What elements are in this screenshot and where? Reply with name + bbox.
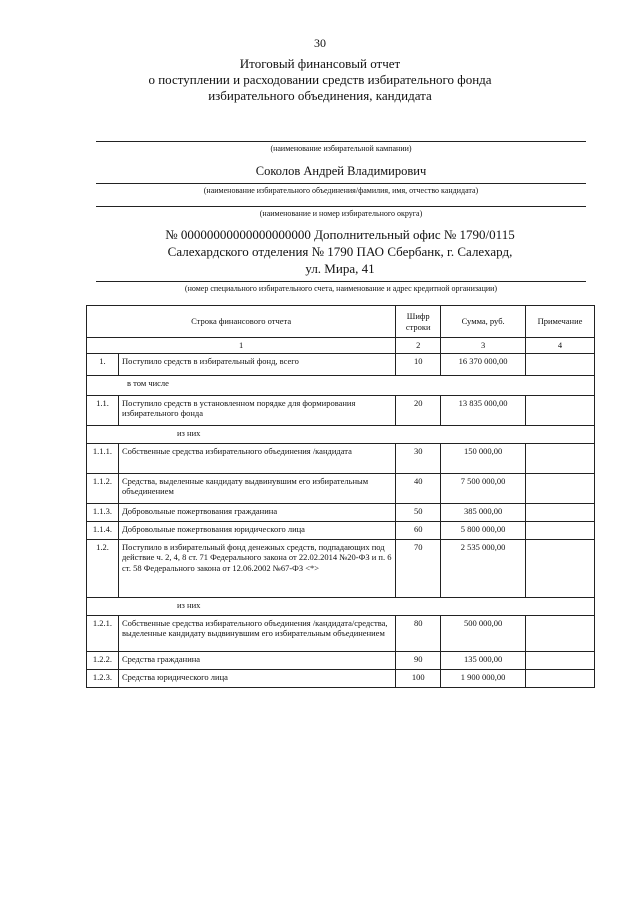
row-sum: 500 000,00 bbox=[441, 615, 526, 651]
table-subheading-row bbox=[87, 375, 595, 395]
row-code: 100 bbox=[396, 669, 441, 687]
row-note bbox=[526, 615, 595, 651]
row-note bbox=[526, 395, 595, 425]
row-label: Поступило в избирательный фонд денежных средств, подпадающих под действие ч. 2, 4, 8 ст. 71 Федерального закона от 22.02.2014 №20-ФЗ и п. 6 ст. 58 Федерального закона от 12.06.2002 №67-ФЗ <*> bbox=[118, 539, 395, 597]
table-row bbox=[87, 669, 595, 687]
row-sum: 16 370 000,00 bbox=[441, 353, 526, 375]
title-line-2: о поступлении и расходовании средств избирательного фонда bbox=[148, 72, 492, 87]
row-label: Средства юридического лица bbox=[118, 669, 395, 687]
table-row bbox=[87, 503, 595, 521]
row-label: Средства, выделенные кандидату выдвинувшим его избирательным объединением bbox=[118, 473, 395, 503]
table-subheading-row bbox=[87, 597, 595, 615]
table-row bbox=[87, 521, 595, 539]
table-row bbox=[87, 615, 595, 651]
row-code: 50 bbox=[396, 503, 441, 521]
row-code: 40 bbox=[396, 473, 441, 503]
row-code: 30 bbox=[396, 443, 441, 473]
account-caption: (номер специального избирательного счета, наименование и адрес кредитной организации) bbox=[184, 284, 498, 293]
account-line-1: № 00000000000000000000 Дополнительный офис № 1790/0115 bbox=[165, 227, 515, 242]
row-label: Поступило средств в установленном порядке для формирования избирательного фонда bbox=[118, 395, 395, 425]
header-note: Примечание bbox=[526, 306, 595, 338]
row-number: 1.2.2. bbox=[87, 651, 119, 669]
row-number: 1.1.3. bbox=[87, 503, 119, 521]
district-caption: (наименование и номер избирательного округа) bbox=[259, 209, 423, 218]
campaign-line bbox=[96, 141, 586, 142]
financial-report-table bbox=[86, 305, 595, 688]
account-line bbox=[96, 281, 586, 282]
row-label: Добровольные пожертвования гражданина bbox=[118, 503, 395, 521]
row-sum: 2 535 000,00 bbox=[441, 539, 526, 597]
candidate-caption: (наименование избирательного объединения/фамилия, имя, отчество кандидата) bbox=[203, 186, 479, 195]
row-note bbox=[526, 503, 595, 521]
row-sum: 1 900 000,00 bbox=[441, 669, 526, 687]
row-code: 60 bbox=[396, 521, 441, 539]
subheading-text: в том числе bbox=[87, 375, 595, 395]
title-line-3: избирательного объединения, кандидата bbox=[208, 88, 432, 103]
row-sum: 5 800 000,00 bbox=[441, 521, 526, 539]
column-numbers-row bbox=[87, 338, 595, 354]
table-row bbox=[87, 539, 595, 597]
row-label: Собственные средства избирательного объединения /кандидата/средства, выделенные кандидату выдвинувшим его избирательным объединением bbox=[118, 615, 395, 651]
table-subheading-row bbox=[87, 425, 595, 443]
col-number-4: 4 bbox=[526, 338, 595, 354]
row-number: 1. bbox=[87, 353, 119, 375]
header-code-line-2: строки bbox=[405, 321, 431, 332]
table-row bbox=[87, 395, 595, 425]
row-note bbox=[526, 651, 595, 669]
col-number-2: 2 bbox=[396, 338, 441, 354]
title-line-1: Итоговый финансовый отчет bbox=[239, 56, 401, 71]
row-number: 1.1. bbox=[87, 395, 119, 425]
row-number: 1.2.1. bbox=[87, 615, 119, 651]
row-note bbox=[526, 521, 595, 539]
page-number: 30 bbox=[314, 36, 326, 50]
row-sum: 385 000,00 bbox=[441, 503, 526, 521]
row-code: 70 bbox=[396, 539, 441, 597]
row-label: Добровольные пожертвования юридического лица bbox=[118, 521, 395, 539]
subheading-text: из них bbox=[87, 597, 595, 615]
row-note bbox=[526, 669, 595, 687]
campaign-caption: (наименование избирательной кампании) bbox=[270, 144, 412, 153]
row-code: 90 bbox=[396, 651, 441, 669]
row-label: Средства гражданина bbox=[118, 651, 395, 669]
candidate-name: Соколов Андрей Владимирович bbox=[255, 164, 427, 178]
row-sum: 135 000,00 bbox=[441, 651, 526, 669]
report-title bbox=[60, 56, 580, 104]
row-label: Поступило средств в избирательный фонд, всего bbox=[118, 353, 395, 375]
row-note bbox=[526, 473, 595, 503]
row-note bbox=[526, 443, 595, 473]
table-header-row bbox=[87, 306, 595, 338]
header-code bbox=[396, 306, 441, 338]
col-number-1: 1 bbox=[87, 338, 396, 354]
account-info bbox=[90, 226, 590, 277]
subheading-text: из них bbox=[87, 425, 595, 443]
table-row bbox=[87, 473, 595, 503]
row-number: 1.1.1. bbox=[87, 443, 119, 473]
district-line bbox=[96, 206, 586, 207]
row-code: 10 bbox=[396, 353, 441, 375]
account-line-2: Салехардского отделения № 1790 ПАО Сбербанк, г. Салехард, bbox=[167, 244, 513, 259]
row-number: 1.2. bbox=[87, 539, 119, 597]
row-number: 1.1.4. bbox=[87, 521, 119, 539]
row-note bbox=[526, 353, 595, 375]
row-number: 1.2.3. bbox=[87, 669, 119, 687]
row-note bbox=[526, 539, 595, 597]
table-row bbox=[87, 651, 595, 669]
account-line-3: ул. Мира, 41 bbox=[305, 261, 375, 276]
row-number: 1.1.2. bbox=[87, 473, 119, 503]
row-sum: 150 000,00 bbox=[441, 443, 526, 473]
row-label: Собственные средства избирательного объединения /кандидата bbox=[118, 443, 395, 473]
header-row-label: Строка финансового отчета bbox=[87, 306, 396, 338]
col-number-3: 3 bbox=[441, 338, 526, 354]
row-sum: 7 500 000,00 bbox=[441, 473, 526, 503]
table-row bbox=[87, 443, 595, 473]
row-sum: 13 835 000,00 bbox=[441, 395, 526, 425]
header-code-line-1: Шифр bbox=[406, 311, 430, 321]
candidate-line bbox=[96, 183, 586, 184]
row-code: 80 bbox=[396, 615, 441, 651]
table-row bbox=[87, 353, 595, 375]
header-sum: Сумма, руб. bbox=[441, 306, 526, 338]
row-code: 20 bbox=[396, 395, 441, 425]
